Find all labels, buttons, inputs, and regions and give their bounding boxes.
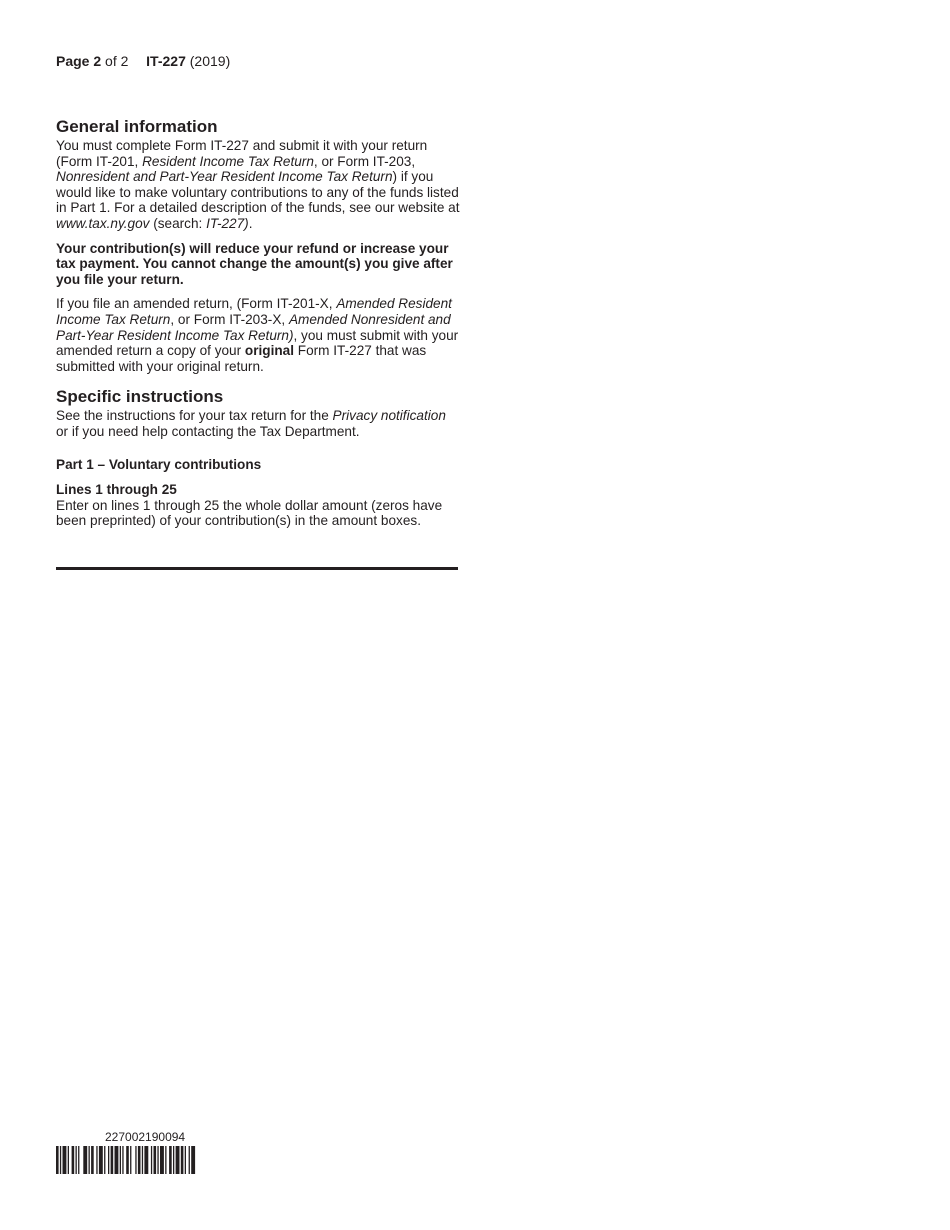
barcode-bar: [185, 1146, 186, 1174]
privacy-paragraph: See the instructions for your tax return for the Privacy notification or if you need help contacting the Tax Department.: [56, 408, 446, 439]
barcode-bar: [68, 1146, 69, 1174]
lines-heading: Lines 1 through 25: [56, 481, 177, 497]
amended-return-paragraph: If you file an amended return, (Form IT-201-X, Amended Resident Income Tax Return, or Form IT-203-X, Amended Nonresident and Part-Year Resident Income Tax Return), you must submit with your amended return a copy of your original Form IT-227 that was submitted with your original return.: [56, 296, 459, 374]
barcode-bar: [160, 1146, 164, 1174]
general-info-paragraph: You must complete Form IT-227 and submit it with your return (Form IT-201, Resident Income Tax Return, or Form IT-203, Nonresident and Part-Year Resident Income Tax Return) if you would like to make voluntary contributions to any of the funds listed in Part 1. For a detailed description of the funds, see our website at www.tax.ny.gov (search: IT-227).: [56, 138, 460, 231]
barcode-number: 227002190094: [105, 1130, 186, 1144]
barcode-bar: [138, 1146, 141, 1174]
part1-heading: Part 1 – Voluntary contributions: [56, 456, 262, 472]
barcode-bar: [151, 1146, 152, 1174]
barcode-bar: [111, 1146, 114, 1174]
barcode-icon: [56, 1146, 240, 1174]
barcode-bar: [157, 1146, 158, 1174]
barcode-bar: [142, 1146, 143, 1174]
barcode-bar: [181, 1146, 184, 1174]
page-header: [56, 52, 230, 70]
barcode-bar: [76, 1146, 77, 1174]
barcode-bar: [99, 1146, 103, 1174]
barcode-bar: [120, 1146, 121, 1174]
section-divider: [56, 567, 458, 570]
barcode-bar: [78, 1146, 79, 1174]
barcode-bar: [122, 1146, 123, 1174]
barcode-bar: [130, 1146, 131, 1174]
barcode-bar: [173, 1146, 174, 1174]
barcode-bar: [176, 1146, 180, 1174]
specific-instructions-heading: Specific instructions: [56, 387, 224, 407]
barcode-bar: [126, 1146, 129, 1174]
barcode-bar: [89, 1146, 90, 1174]
instructions-column: [56, 117, 460, 529]
barcode-bar: [169, 1146, 172, 1174]
barcode-bar: [83, 1146, 87, 1174]
barcode-bar: [91, 1146, 94, 1174]
barcode-bar: [108, 1146, 109, 1174]
general-information-heading: General information: [56, 117, 218, 136]
page-total: of 2: [105, 53, 129, 69]
barcode-bar: [72, 1146, 75, 1174]
page-number: Page 2: [56, 53, 102, 69]
barcode-bar: [144, 1146, 148, 1174]
lines-paragraph: Enter on lines 1 through 25 the whole dollar amount (zeros have been preprinted) of your contribution(s) in the amount boxes.: [56, 497, 443, 529]
barcode-bar: [96, 1146, 97, 1174]
barcode-bar: [104, 1146, 105, 1174]
barcode-bar: [56, 1146, 59, 1174]
form-id: IT-227: [146, 53, 186, 69]
contribution-warning: Your contribution(s) will reduce your refund or increase your tax payment. You cannot change the amount(s) you give after you file your return.: [56, 240, 453, 287]
barcode-bar: [63, 1146, 67, 1174]
barcode-bar: [154, 1146, 157, 1174]
barcode-bar: [165, 1146, 166, 1174]
barcode-bar: [135, 1146, 136, 1174]
barcode-bar: [189, 1146, 190, 1174]
barcode-bar: [60, 1146, 61, 1174]
form-year: (2019): [189, 53, 231, 69]
barcode-bar: [115, 1146, 119, 1174]
barcode-bar: [191, 1146, 195, 1174]
barcode-block: [56, 1130, 240, 1174]
